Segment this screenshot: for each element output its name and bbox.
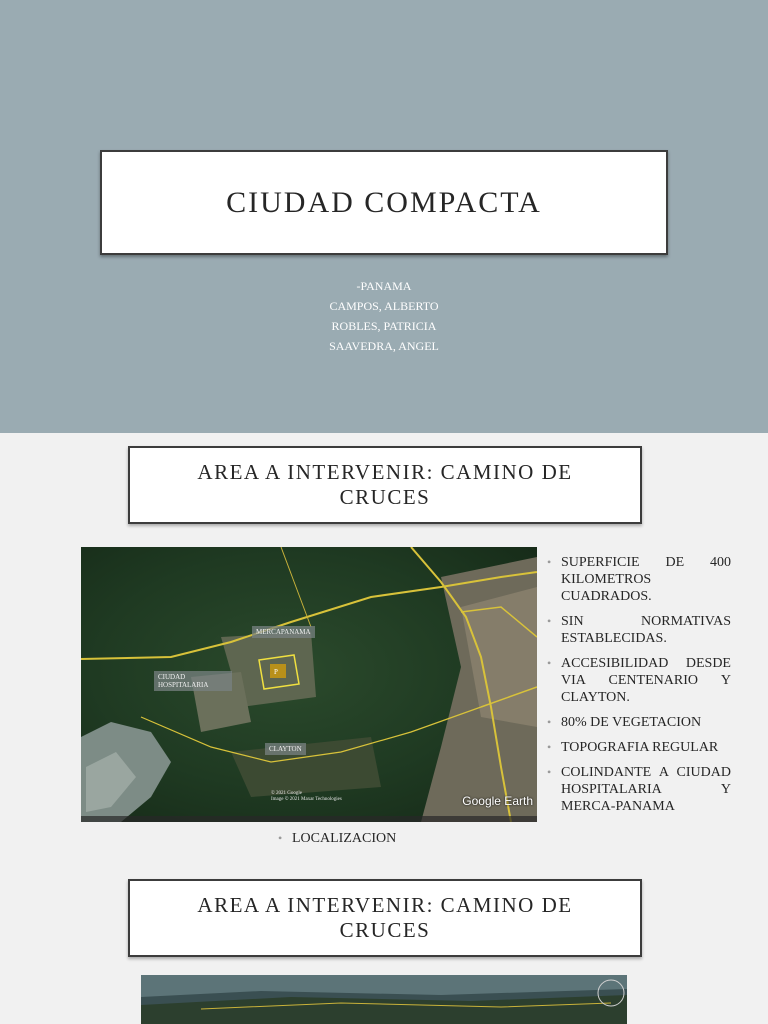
aerial-photo-graphic bbox=[141, 975, 627, 1024]
map-status-bar bbox=[81, 816, 537, 822]
map-marker-label: P bbox=[274, 668, 278, 676]
list-item: • COLINDANTE A CIUDAD HOSPITALARIA Y MERCA-PANAMA bbox=[547, 764, 731, 815]
subtitle-line: CAMPOS, ALBERTO bbox=[329, 299, 439, 313]
feature-list bbox=[547, 554, 731, 823]
google-earth-logo: Google Earth bbox=[462, 794, 533, 808]
subtitle-block bbox=[0, 276, 768, 356]
title-slide bbox=[0, 0, 768, 433]
satellite-map bbox=[81, 547, 537, 822]
list-item: • SIN NORMATIVAS ESTABLECIDAS. bbox=[547, 613, 731, 647]
aerial-photo bbox=[141, 975, 627, 1024]
section-heading: AREA A INTERVENIR: CAMINO DE CRUCES bbox=[197, 460, 573, 509]
list-item: • ACCESIBILIDAD DESDE VIA CENTENARIO Y CLAYTON. bbox=[547, 655, 731, 706]
section-heading-box bbox=[128, 879, 642, 957]
list-item: • SUPERFICIE DE 400 KILOMETROS CUADRADOS. bbox=[547, 554, 731, 605]
map-label-hospital: CIUDAD HOSPITALARIA bbox=[154, 671, 232, 691]
section-heading: AREA A INTERVENIR: CAMINO DE CRUCES bbox=[197, 893, 573, 942]
list-item: • TOPOGRAFIA REGULAR bbox=[547, 739, 731, 756]
subtitle-line: ROBLES, PATRICIA bbox=[331, 319, 437, 333]
title-box bbox=[100, 150, 668, 255]
list-item: • 80% DE VEGETACION bbox=[547, 714, 731, 731]
map-graphic bbox=[81, 547, 537, 822]
subtitle-line: SAAVEDRA, ANGEL bbox=[329, 339, 439, 353]
section-heading-box bbox=[128, 446, 642, 524]
slide-title: CIUDAD COMPACTA bbox=[226, 185, 542, 219]
map-label-clayton: CLAYTON bbox=[265, 743, 306, 755]
map-caption: • LOCALIZACION bbox=[278, 831, 396, 847]
subtitle-line: -PANAMA bbox=[356, 279, 412, 293]
map-label-mercapanama: MERCAPANAMA bbox=[252, 626, 315, 638]
map-credit: © 2021 Google Image © 2021 Maxar Technologies bbox=[271, 791, 342, 802]
